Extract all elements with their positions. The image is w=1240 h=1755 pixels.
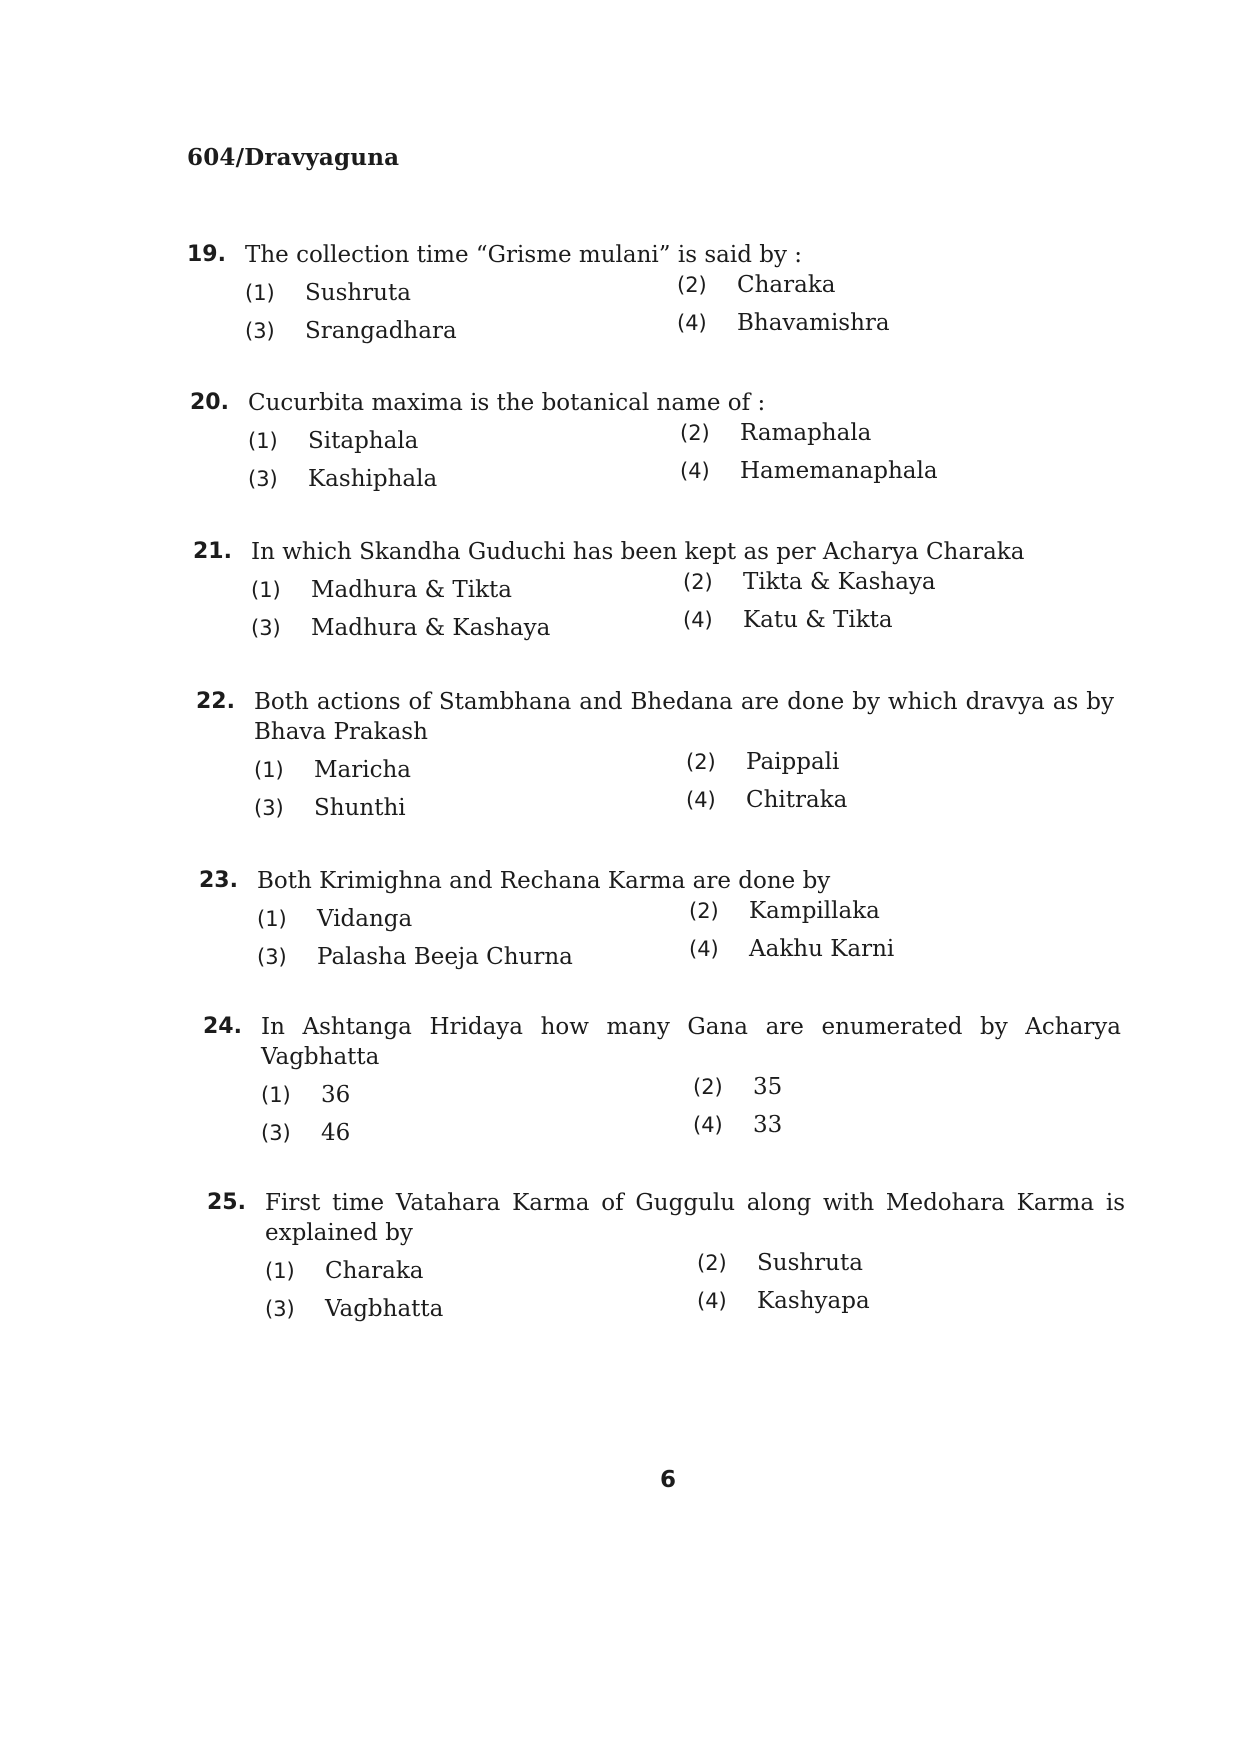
option-3: (3) 46 [261,1120,351,1146]
option-1: (1) Madhura & Tikta [251,577,513,603]
option-1: (1) Maricha [254,757,412,783]
question-text: The collection time “Grisme mulani” is said by : [245,242,803,268]
option-4: (4) 33 [693,1112,783,1138]
option-2: (2) Paippali [686,749,840,775]
question-22 [196,687,1116,831]
option-2: (2) Charaka [677,272,836,298]
question-number: 22. [196,689,235,714]
question-23 [199,866,1119,980]
option-1: (1) Sitaphala [248,428,419,454]
option-3: (3) Srangadhara [245,318,457,344]
option-1: (1) Sushruta [245,280,411,306]
option-2: (2) Ramaphala [680,420,872,446]
question-text: In Ashtanga Hridaya how many Gana are enumerated by Acharya Vagbhatta [261,1014,1121,1070]
options [248,420,1110,502]
options [265,1250,1127,1332]
question-number: 24. [203,1014,242,1039]
question-text: Both Krimighna and Rechana Karma are done by [257,868,831,894]
options [254,749,1116,831]
question-text: First time Vatahara Karma of Guggulu along with Medohara Karma is explained by [265,1190,1125,1246]
question-text: Both actions of Stambhana and Bhedana are done by which dravya as by Bhava Prakash [254,689,1114,745]
option-3: (3) Shunthi [254,795,406,821]
question-text: In which Skandha Guduchi has been kept as per Acharya Charaka [251,539,1025,565]
options [251,569,1113,651]
option-4: (4) Bhavamishra [677,310,890,336]
question-19 [187,240,1107,354]
option-4: (4) Aakhu Karni [689,936,895,962]
page-header-subject: 604/Dravyaguna [187,144,400,171]
option-3: (3) Vagbhatta [265,1296,444,1322]
option-1: (1) 36 [261,1082,351,1108]
option-2: (2) Tikta & Kashaya [683,569,936,595]
question-24 [203,1012,1123,1156]
option-1: (1) Vidanga [257,906,413,932]
option-4: (4) Kashyapa [697,1288,870,1314]
question-number: 21. [193,539,232,564]
question-number: 23. [199,868,238,893]
options [245,272,1107,354]
option-2: (2) Sushruta [697,1250,863,1276]
option-4: (4) Chitraka [686,787,848,813]
option-2: (2) Kampillaka [689,898,880,924]
option-3: (3) Kashiphala [248,466,438,492]
option-3: (3) Madhura & Kashaya [251,615,551,641]
option-4: (4) Katu & Tikta [683,607,893,633]
option-1: (1) Charaka [265,1258,424,1284]
question-25 [207,1188,1127,1332]
question-21 [193,537,1113,651]
question-20 [190,388,1110,502]
option-3: (3) Palasha Beeja Churna [257,944,573,970]
question-number: 20. [190,390,229,415]
question-text: Cucurbita maxima is the botanical name of : [248,390,766,416]
question-number: 25. [207,1190,246,1215]
page-number: 6 [660,1467,677,1493]
option-4: (4) Hamemanaphala [680,458,938,484]
option-2: (2) 35 [693,1074,783,1100]
question-number: 19. [187,242,226,267]
options [261,1074,1123,1156]
options [257,898,1119,980]
